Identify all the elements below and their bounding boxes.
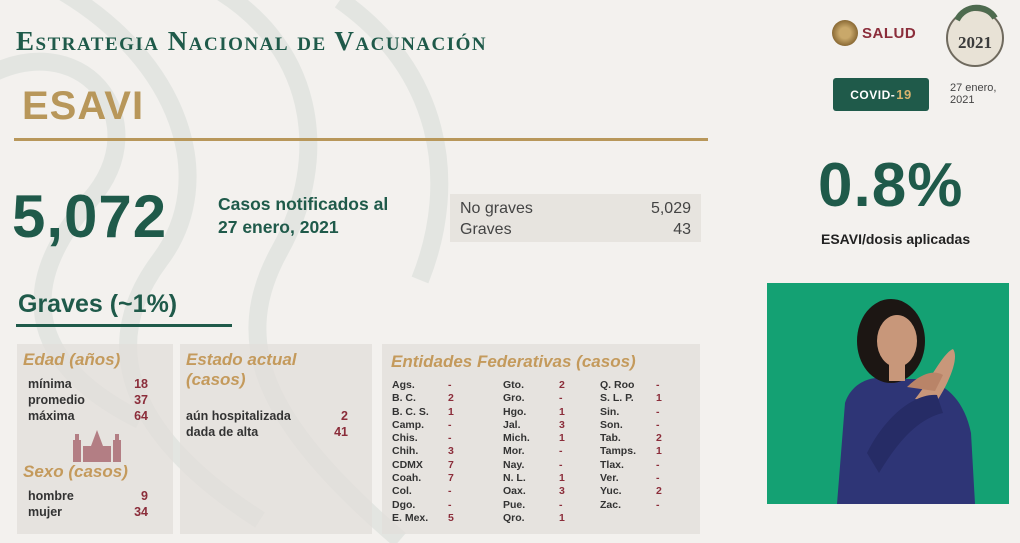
cathedral-watermark-icon bbox=[67, 426, 127, 462]
entidad-row bbox=[503, 499, 575, 512]
report-date-line1: 27 enero, bbox=[950, 82, 997, 94]
entidad-name: CDMX bbox=[392, 458, 423, 471]
split-label: Graves bbox=[460, 221, 512, 238]
entidad-row bbox=[600, 459, 672, 472]
esavi-ratio-value: 0.8% bbox=[818, 151, 964, 220]
entidad-count: 5 bbox=[448, 511, 454, 524]
estado-row-hospitalizada bbox=[186, 408, 366, 424]
entidad-row bbox=[503, 445, 575, 458]
entidad-count: 1 bbox=[559, 405, 565, 418]
entidad-count: 2 bbox=[656, 485, 662, 498]
entidades-column-2 bbox=[503, 379, 575, 525]
entidad-row bbox=[600, 485, 672, 498]
entidad-name: Ver. bbox=[600, 472, 619, 485]
edad-label: máxima bbox=[28, 409, 75, 423]
entidad-row bbox=[600, 445, 672, 458]
entidad-name: Zac. bbox=[600, 498, 622, 511]
entidad-name: Camp. bbox=[392, 418, 425, 431]
sign-language-interpreter-video bbox=[767, 283, 1009, 504]
entidad-name: B. C. S. bbox=[392, 405, 429, 418]
entidad-row bbox=[503, 472, 575, 485]
entidad-count: - bbox=[656, 472, 660, 485]
edad-row-min bbox=[28, 376, 167, 392]
entidad-row bbox=[392, 485, 464, 498]
entidad-row bbox=[503, 392, 575, 405]
estado-value: 41 bbox=[334, 425, 348, 439]
entidad-row bbox=[503, 459, 575, 472]
mexico-2021-logo-year: 2021 bbox=[958, 33, 992, 52]
page-title: Estrategia Nacional de Vacunación bbox=[16, 26, 488, 56]
entidad-name: Coah. bbox=[392, 472, 422, 485]
entidad-count: 2 bbox=[448, 392, 454, 405]
entidad-row bbox=[600, 419, 672, 432]
entidad-count: 1 bbox=[559, 432, 565, 445]
entidad-name: Nay. bbox=[503, 458, 525, 471]
mexico-2021-logo bbox=[943, 0, 1007, 70]
section-title: ESAVI bbox=[22, 84, 145, 128]
entidad-row bbox=[600, 499, 672, 512]
entidad-row bbox=[392, 445, 464, 458]
entidad-name: Chih. bbox=[392, 445, 419, 458]
entidad-row bbox=[392, 512, 464, 525]
notified-caption-line1: Casos notificados al bbox=[218, 194, 389, 214]
entidad-row bbox=[503, 419, 575, 432]
entidad-name: B. C. bbox=[392, 392, 416, 405]
entidad-name: Gro. bbox=[503, 392, 525, 405]
entidad-name: Sin. bbox=[600, 405, 620, 418]
entidad-count: 1 bbox=[559, 511, 565, 524]
title-divider bbox=[14, 138, 708, 141]
salud-logo-text: SALUD bbox=[862, 24, 917, 42]
entidad-row bbox=[392, 379, 464, 392]
entidad-name: Yuc. bbox=[600, 485, 622, 498]
covid-badge-number: 19 bbox=[896, 87, 912, 102]
entidad-count: 2 bbox=[559, 379, 565, 391]
severity-split-box bbox=[450, 194, 701, 242]
entidad-name: Ags. bbox=[392, 379, 415, 391]
entidad-row bbox=[600, 379, 672, 392]
edad-row-avg bbox=[28, 392, 167, 408]
entidad-row bbox=[392, 499, 464, 512]
entidad-count: - bbox=[656, 458, 660, 471]
entidad-row bbox=[600, 392, 672, 405]
entidades-column-3 bbox=[600, 379, 672, 512]
entidad-row bbox=[503, 406, 575, 419]
edad-label: mínima bbox=[28, 377, 72, 391]
entidad-count: 1 bbox=[448, 405, 454, 418]
entidad-row bbox=[503, 379, 575, 392]
edad-value: 64 bbox=[134, 409, 148, 423]
covid-badge bbox=[833, 78, 929, 111]
split-row-graves bbox=[460, 219, 691, 240]
entidad-row bbox=[600, 406, 672, 419]
entidad-count: - bbox=[448, 418, 452, 431]
entidad-count: - bbox=[559, 458, 563, 471]
entidad-count: - bbox=[448, 379, 452, 391]
estado-heading bbox=[186, 350, 366, 390]
edad-label: promedio bbox=[28, 393, 85, 407]
notified-caption-line2: 27 enero, 2021 bbox=[218, 217, 339, 237]
entidad-name: Jal. bbox=[503, 418, 521, 431]
entidad-name: Tamps. bbox=[600, 445, 636, 458]
estado-heading-line2: (casos) bbox=[186, 370, 246, 389]
entidad-row bbox=[392, 419, 464, 432]
entidad-count: 3 bbox=[559, 418, 565, 431]
entidad-name: E. Mex. bbox=[392, 511, 429, 524]
entidad-count: - bbox=[656, 418, 660, 431]
split-row-no-graves bbox=[460, 198, 691, 219]
sexo-value: 9 bbox=[141, 489, 148, 503]
sexo-heading: Sexo (casos) bbox=[23, 462, 128, 481]
entidad-name: Mich. bbox=[503, 432, 530, 445]
entidad-name: S. L. P. bbox=[600, 392, 634, 405]
entidad-count: - bbox=[448, 498, 452, 511]
entidad-name: Qro. bbox=[503, 511, 525, 524]
total-cases-count: 5,072 bbox=[12, 183, 168, 250]
entidad-name: Tlax. bbox=[600, 458, 624, 471]
entidad-row bbox=[503, 432, 575, 445]
edad-heading: Edad (años) bbox=[23, 350, 121, 369]
estado-label: aún hospitalizada bbox=[186, 409, 291, 423]
entidad-row bbox=[600, 432, 672, 445]
edad-sexo-panel bbox=[17, 344, 173, 534]
entidad-count: 1 bbox=[656, 445, 662, 458]
entidad-row bbox=[392, 459, 464, 472]
edad-row-max bbox=[28, 408, 167, 424]
entidad-name: Mor. bbox=[503, 445, 525, 458]
entidad-count: - bbox=[559, 392, 563, 405]
split-value: 5,029 bbox=[650, 200, 691, 217]
entidad-name: Chis. bbox=[392, 432, 418, 445]
estado-heading-line1: Estado actual bbox=[186, 350, 297, 369]
entidad-name: Q. Roo bbox=[600, 379, 635, 391]
edad-value: 37 bbox=[134, 393, 148, 407]
entidad-count: 3 bbox=[559, 485, 565, 498]
split-value: 43 bbox=[673, 221, 691, 238]
report-date bbox=[950, 82, 996, 106]
entidad-count: 7 bbox=[448, 472, 454, 485]
sexo-label: hombre bbox=[28, 489, 74, 503]
report-date-line2: 2021 bbox=[950, 94, 975, 106]
sexo-label: mujer bbox=[28, 505, 63, 519]
entidad-row bbox=[503, 485, 575, 498]
estado-label: dada de alta bbox=[186, 425, 259, 439]
entidad-name: Oax. bbox=[503, 485, 526, 498]
entidades-column-1 bbox=[392, 379, 464, 525]
sexo-value: 34 bbox=[134, 505, 148, 519]
split-label: No graves bbox=[460, 200, 533, 217]
entidad-count: 3 bbox=[448, 445, 454, 458]
graves-divider bbox=[16, 324, 232, 327]
entidad-name: Dgo. bbox=[392, 498, 416, 511]
entidad-name: Son. bbox=[600, 418, 623, 431]
entidad-row bbox=[392, 432, 464, 445]
entidad-row bbox=[392, 472, 464, 485]
estado-value: 2 bbox=[341, 409, 348, 423]
entidad-name: Hgo. bbox=[503, 405, 527, 418]
sexo-row-hombre bbox=[28, 488, 167, 504]
entidad-row bbox=[600, 472, 672, 485]
entidad-count: - bbox=[656, 405, 660, 418]
notified-caption bbox=[218, 193, 388, 239]
interpreter-figure bbox=[767, 283, 1009, 504]
entidad-row bbox=[392, 406, 464, 419]
esavi-ratio-label: ESAVI/dosis aplicadas bbox=[821, 231, 971, 247]
entidad-name: Col. bbox=[392, 485, 412, 498]
covid-badge-prefix: COVID- bbox=[850, 87, 896, 102]
estado-panel bbox=[180, 344, 372, 534]
entidad-count: - bbox=[448, 432, 452, 445]
entidad-count: 2 bbox=[656, 432, 662, 445]
entidad-name: Pue. bbox=[503, 498, 526, 511]
government-seal-icon bbox=[832, 20, 858, 46]
entidad-name: N. L. bbox=[503, 472, 526, 485]
entidad-count: - bbox=[559, 498, 563, 511]
entidad-count: 7 bbox=[448, 458, 454, 471]
entidad-count: 1 bbox=[656, 392, 662, 405]
entidad-row bbox=[392, 392, 464, 405]
entidad-count: - bbox=[559, 445, 563, 458]
entidad-count: 1 bbox=[559, 472, 565, 485]
sexo-row-mujer bbox=[28, 504, 167, 520]
entidad-count: - bbox=[448, 485, 452, 498]
entidad-name: Gto. bbox=[503, 379, 524, 391]
salud-logo bbox=[832, 20, 916, 46]
edad-value: 18 bbox=[134, 377, 148, 391]
estado-row-alta bbox=[186, 424, 366, 440]
graves-title: Graves (~1%) bbox=[18, 290, 178, 318]
entidad-count: - bbox=[656, 379, 660, 391]
entidad-count: - bbox=[656, 498, 660, 511]
entidad-row bbox=[503, 512, 575, 525]
entidades-heading: Entidades Federativas (casos) bbox=[391, 352, 636, 371]
entidad-name: Tab. bbox=[600, 432, 621, 445]
